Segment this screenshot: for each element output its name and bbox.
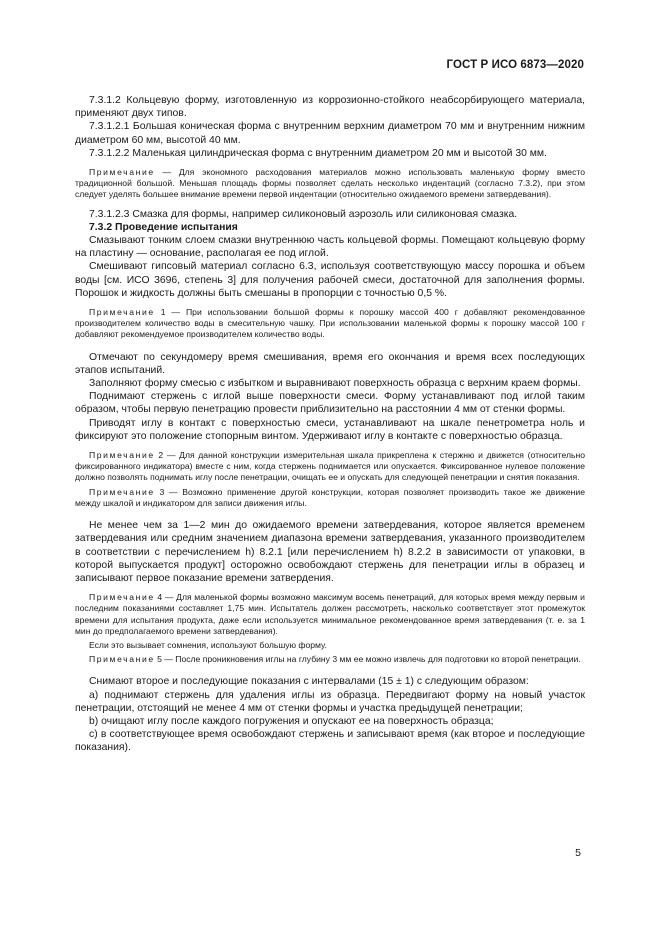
paragraph: Не менее чем за 1—2 мин до ожидаемого времени затвердевания, которое является временем затвердевания или средним значением диапазона времени затвердевания, указанного производителем в соответствии с перечислением h) 8.2.1 [или перечислением h) 8.2.2 в зависимости от упаковки, в которой выпускается продукт] осторожно освобождают стержень для пенетрации иглы в образец и записывают первое показание времени затвердения. <box>75 520 585 584</box>
note <box>75 592 585 637</box>
paragraph: Отмечают по секундомеру время смешивания, время его окончания и время всех последующих этапов испытаний. <box>75 351 585 376</box>
note-label: Примечание <box>89 167 155 178</box>
note-text: 3 — Возможно применение другой конструкции, которая позволяет производить такое же движение между шкалой и индикатором для записи движения иглы. <box>75 486 585 508</box>
note <box>75 450 585 484</box>
note <box>75 307 585 341</box>
note-text: 2 — Для данной конструкции измерительная шкала прикреплена к стержню и движется (относительно фиксированного индикатора) вместе с ним, когда стержень поднимается или опускается. Фиксированное нулевое положение должно позволять поднимать иглу после пенетрации, очищать ее и опускать для следующей пенетрации и снятия показания. <box>75 450 585 483</box>
section-heading: 7.3.2 Проведение испытания <box>89 221 238 233</box>
paragraph: 7.3.1.2 Кольцевую форму, изготовленную из коррозионно-стойкого неабсорбирующего материала, применяют двух типов. <box>75 95 585 120</box>
page-number: 5 <box>575 847 581 859</box>
note-continuation: Если это вызывает сомнения, используют большую форму. <box>89 639 327 650</box>
paragraph: 7.3.1.2.1 Большая коническая форма с внутренним верхним диаметром 70 мм и внутренним нижним диаметром 60 мм, высотой 40 мм. <box>75 121 585 146</box>
document-body <box>75 94 585 755</box>
paragraph: 7.3.1.2.2 Маленькая цилиндрическая форма с внутренним диаметром 20 мм и высотой 30 мм. <box>89 147 547 159</box>
list-item: b) очищают иглу после каждого погружения и опускают ее на поверхность образца; <box>89 715 494 727</box>
list-item: c) в соответствующее время освобождают стержень и записывают время (как второе и последующие показания). <box>75 729 585 754</box>
paragraph: Смазывают тонким слоем смазки внутреннюю часть кольцевой формы. Помещают кольцевую форму на пластину — основание, располагая ее под иглой. <box>75 235 585 260</box>
note-text: 1 — При использовании большой формы к порошку массой 400 г добавляют рекомендованное производителем количество воды в смесительную чашку. При использовании маленькой формы к порошку массой 100 г добавляют рекомендуемое производителем количество воды. <box>75 307 585 340</box>
note <box>75 167 585 201</box>
standard-header: ГОСТ Р ИСО 6873—2020 <box>446 59 584 71</box>
note <box>75 487 585 509</box>
paragraph: Смешивают гипсовый материал согласно 6.3, используя соответствующую массу порошка и объем воды [см. ИСО 3696, степень 3] для получения рабочей смеси, достаточной для заполнения формы. Порошок и жидкость должны быть смешаны в пропорции с точностью 0,5 %. <box>75 261 585 299</box>
note-text: 4 — Для маленькой формы возможно максимум восемь пенетраций, для которых время между первым и последним показаниями составляет 1,75 мин. Испытатель должен рассмотреть, насколько соответствует этот промежуток времени для испытания продукта, даже если используется минимальное рекомендованное время затвердевания (т. е. за 1 мин до предполагаемого времени затвердевания). <box>75 592 585 636</box>
note-label: Примечание <box>89 450 155 461</box>
paragraph: Приводят иглу в контакт с поверхностью смеси, устанавливают на шкале пенетрометра ноль и фиксируют это положение стопорным винтом. Удерживают иглу в контакте с поверхностью образца. <box>75 417 585 442</box>
note-label: Примечание <box>89 654 155 665</box>
list-item: а) поднимают стержень для удаления иглы из образца. Передвигают форму на новый участок пенетрации, отстоящий не менее 4 мм от стенки формы и участка предыдущей пенетрации; <box>75 689 585 714</box>
note-label: Примечание <box>89 307 155 318</box>
paragraph: Заполняют форму смесью с избытком и выравнивают поверхность образца с верхним краем формы. <box>89 378 581 390</box>
paragraph: Поднимают стержень с иглой выше поверхности смеси. Форму устанавливают под иглой таким образом, чтобы первую пенетрацию провести приблизительно на расстоянии 4 мм от стенки формы. <box>75 391 585 416</box>
note-label: Примечание <box>89 486 155 497</box>
note-text: 5 — После проникновения иглы на глубину 3 мм ее можно извлечь для подготовки ко второй пенетрации. <box>154 654 581 665</box>
note-text: — Для экономного расходования материалов можно использовать маленькую форму вместо традиционной большой. Меньшая площадь формы позволяет сделать несколько индентаций (согласно 7.3.2), при этом следует уделять большее внимание времени первой индентации (относительно ожидаемого времени затвердевания). <box>75 167 585 200</box>
paragraph: Снимают второе и последующие показания с интервалами (15 ± 1) с следующим образом: <box>89 676 529 688</box>
note <box>75 654 585 665</box>
note-label: Примечание <box>89 592 155 603</box>
paragraph: 7.3.1.2.3 Смазка для формы, например силиконовый аэрозоль или силиконовая смазка. <box>89 208 518 220</box>
